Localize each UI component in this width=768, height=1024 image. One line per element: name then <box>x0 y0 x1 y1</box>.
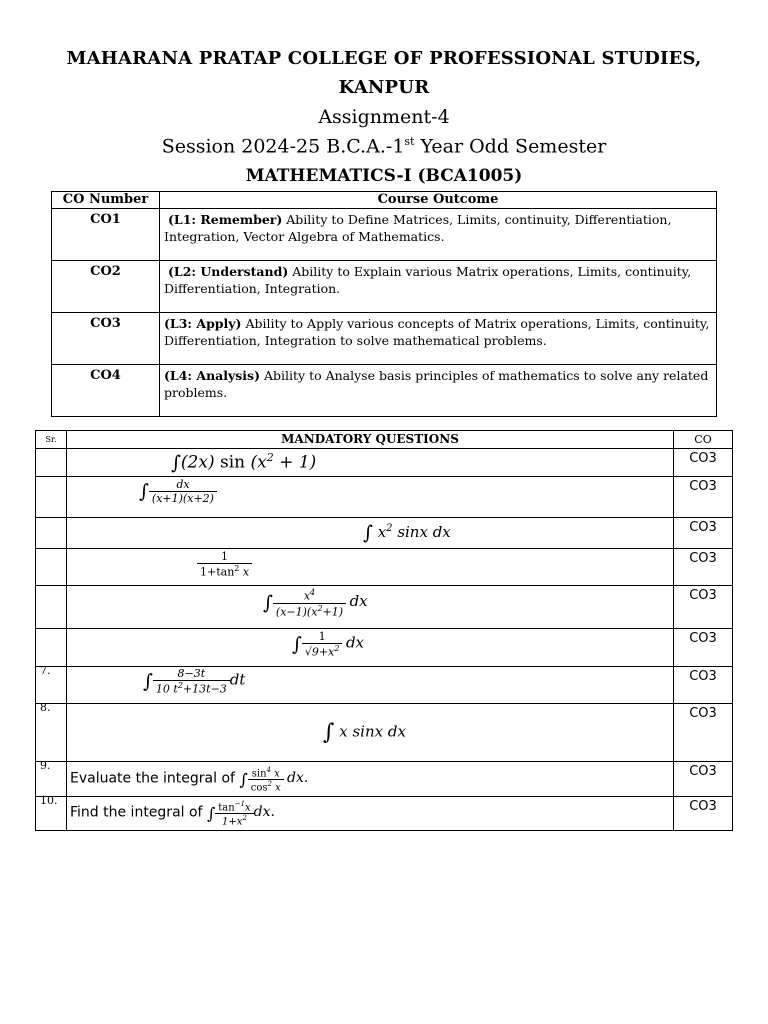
questions-table <box>35 430 733 831</box>
co-level: (L1: Remember) <box>167 212 283 227</box>
question-row <box>36 667 733 704</box>
math-expression: $\frac{1}{1+\tan^2 x}$ <box>197 550 252 579</box>
question-expression <box>67 586 674 629</box>
co-row <box>52 209 717 261</box>
question-expression <box>67 667 674 704</box>
math-expression: ∫ $\frac{x^4}{(x-1)(x^2+1)}$ dx <box>263 588 368 619</box>
question-expression <box>67 762 674 797</box>
question-number: 9. <box>36 762 67 797</box>
question-co: CO3 <box>674 704 733 762</box>
co-level: (L4: Analysis) <box>164 368 261 383</box>
assignment-title: Assignment-4 <box>318 106 450 128</box>
co-level: (L3: Apply) <box>164 316 242 331</box>
co-number: CO3 <box>52 313 160 365</box>
session-superscript: st <box>404 135 415 148</box>
questions-title: MANDATORY QUESTIONS <box>67 431 674 449</box>
co-table-header <box>52 192 717 209</box>
question-row <box>36 477 733 518</box>
question-row <box>36 449 733 477</box>
question-co: CO3 <box>674 477 733 518</box>
question-row <box>36 762 733 797</box>
co-description <box>160 313 717 365</box>
question-text: Find the integral of ∫ $\frac{\tan^{-1}x}{1+x^2}$ dx. <box>70 800 275 828</box>
question-number: 8. <box>36 704 67 762</box>
question-expression <box>67 797 674 831</box>
co-row <box>52 261 717 313</box>
question-number <box>36 629 67 667</box>
co-number: CO2 <box>52 261 160 313</box>
question-number <box>36 518 67 549</box>
co-level: (L2: Understand) <box>167 264 289 279</box>
question-row <box>36 797 733 831</box>
question-number <box>36 586 67 629</box>
session-text: Session 2024-25 B.C.A.-1 <box>161 135 405 158</box>
math-expression: ∫ $\frac{8-3t}{10 t^2+13t-3}$ dt <box>143 667 246 696</box>
question-co: CO3 <box>674 549 733 586</box>
math-expression: ∫ x sinx dx <box>323 720 406 745</box>
question-co: CO3 <box>674 667 733 704</box>
question-row <box>36 549 733 586</box>
sr-header: Sr. <box>36 431 67 449</box>
college-name: MAHARANA PRATAP COLLEGE OF PROFESSIONAL STUDIES, <box>66 48 702 69</box>
question-number: 10. <box>36 797 67 831</box>
question-row <box>36 518 733 549</box>
question-expression <box>67 704 674 762</box>
co-text: Ability to Define Matrices, Limits, continuity, Differentiation, Integration, Vector Algebra of Mathematics. <box>164 212 672 244</box>
question-expression <box>67 629 674 667</box>
question-expression <box>67 518 674 549</box>
course-outcome-header: Course Outcome <box>160 192 717 209</box>
question-co: CO3 <box>674 762 733 797</box>
question-text: Evaluate the integral of ∫ $\frac{\sin^4 x}{\cos^2 x}$ dx. <box>70 766 309 794</box>
math-expression: ∫ $\frac{1}{√9+x^2}$ dx <box>292 630 365 659</box>
subject-title: MATHEMATICS-I (BCA1005) <box>245 166 523 186</box>
co-text: Ability to Apply various concepts of Matrix operations, Limits, continuity, Differentiation, Integration to solve mathematical problems. <box>164 316 710 348</box>
co-description <box>160 261 717 313</box>
co-header: CO <box>674 431 733 449</box>
question-number <box>36 449 67 477</box>
math-expression: ∫ $\frac{dx}{(x+1)(x+2)}$ <box>139 478 217 505</box>
co-description <box>160 365 717 417</box>
session-semester: Year Odd Semester <box>414 135 607 158</box>
co-row <box>52 313 717 365</box>
college-city: KANPUR <box>338 77 430 98</box>
question-expression <box>67 449 674 477</box>
question-row <box>36 629 733 667</box>
question-number: 7. <box>36 667 67 704</box>
co-text: Ability to Explain various Matrix operations, Limits, continuity, Differentiation, Integration. <box>164 264 692 296</box>
question-co: CO3 <box>674 518 733 549</box>
course-outcome-table <box>51 191 717 417</box>
question-co: CO3 <box>674 586 733 629</box>
co-number: CO4 <box>52 365 160 417</box>
question-expression <box>67 477 674 518</box>
questions-header <box>36 431 733 449</box>
question-expression <box>67 549 674 586</box>
question-co: CO3 <box>674 449 733 477</box>
co-number-header: CO Number <box>52 192 160 209</box>
math-expression: ∫ $x^2$ sinx dx <box>363 522 451 544</box>
co-description <box>160 209 717 261</box>
question-number <box>36 477 67 518</box>
co-row <box>52 365 717 417</box>
co-text: Ability to Analyse basis principles of mathematics to solve any related problems. <box>164 368 709 400</box>
math-expression: ∫(2x) $\sin (x^2 + 1)$ <box>171 451 317 475</box>
question-row <box>36 586 733 629</box>
session-line <box>0 135 768 157</box>
question-number <box>36 549 67 586</box>
question-co: CO3 <box>674 629 733 667</box>
co-number: CO1 <box>52 209 160 261</box>
question-row <box>36 704 733 762</box>
question-co: CO3 <box>674 797 733 831</box>
